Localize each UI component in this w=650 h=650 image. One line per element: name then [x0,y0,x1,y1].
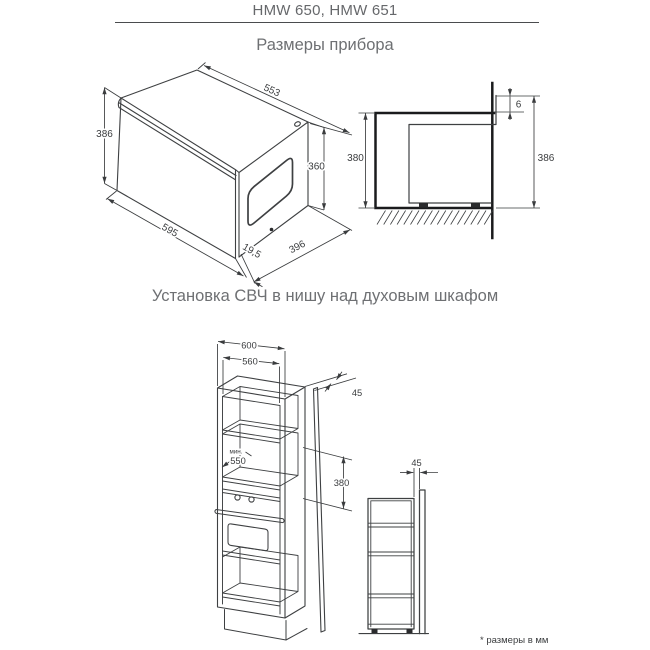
dim-min-label: мин. [229,448,243,456]
rear-wall-panel [314,388,326,633]
section-title-installation: Установка СВЧ в нишу над духовым шкафом [151,287,499,305]
dim-cabinet-wall-gap: 45 [351,388,363,398]
units-footnote: * размеры в мм [480,635,549,646]
section-title-dimensions: Размеры прибора [256,36,394,54]
dim-cabinet-inner-width: 560 [242,356,258,367]
oven-handle [215,510,284,523]
dim-door-width: 595 [159,221,180,240]
dim-niche-height: 380 [347,153,364,164]
dim-door-height: 386 [96,129,113,140]
oven-knob [249,497,254,502]
cabinet-isometric-drawing [215,341,362,641]
cabinet-side-drawing [359,458,438,634]
dim-side-wall-gap: 45 [411,458,422,468]
latch-detail [294,121,301,127]
dim-frame-overlap: 6 [515,99,522,111]
dim-door-depth: 19,5 [240,241,263,261]
dim-cabinet-outer-width: 600 [241,340,257,351]
dim-min-depth: 550 [230,456,246,466]
microwave-isometric-drawing [96,63,352,287]
dim-cabinet-niche-height: 380 [333,478,350,488]
oven-window [228,524,268,551]
screw-dot [270,228,274,232]
cabinet-foot [407,629,413,633]
dim-top-width: 553 [261,82,282,100]
side-wall-panel [420,490,426,634]
cabinet-foot [372,629,378,633]
dim-body-height: 360 [308,161,325,173]
microwave-section-drawing [347,83,555,238]
dim-body-depth: 396 [287,238,308,257]
floor-hatching [377,211,493,225]
page-title: HMW 650, HMW 651 [252,2,398,19]
dim-front-height: 386 [537,153,555,164]
oven-knob [235,495,240,500]
